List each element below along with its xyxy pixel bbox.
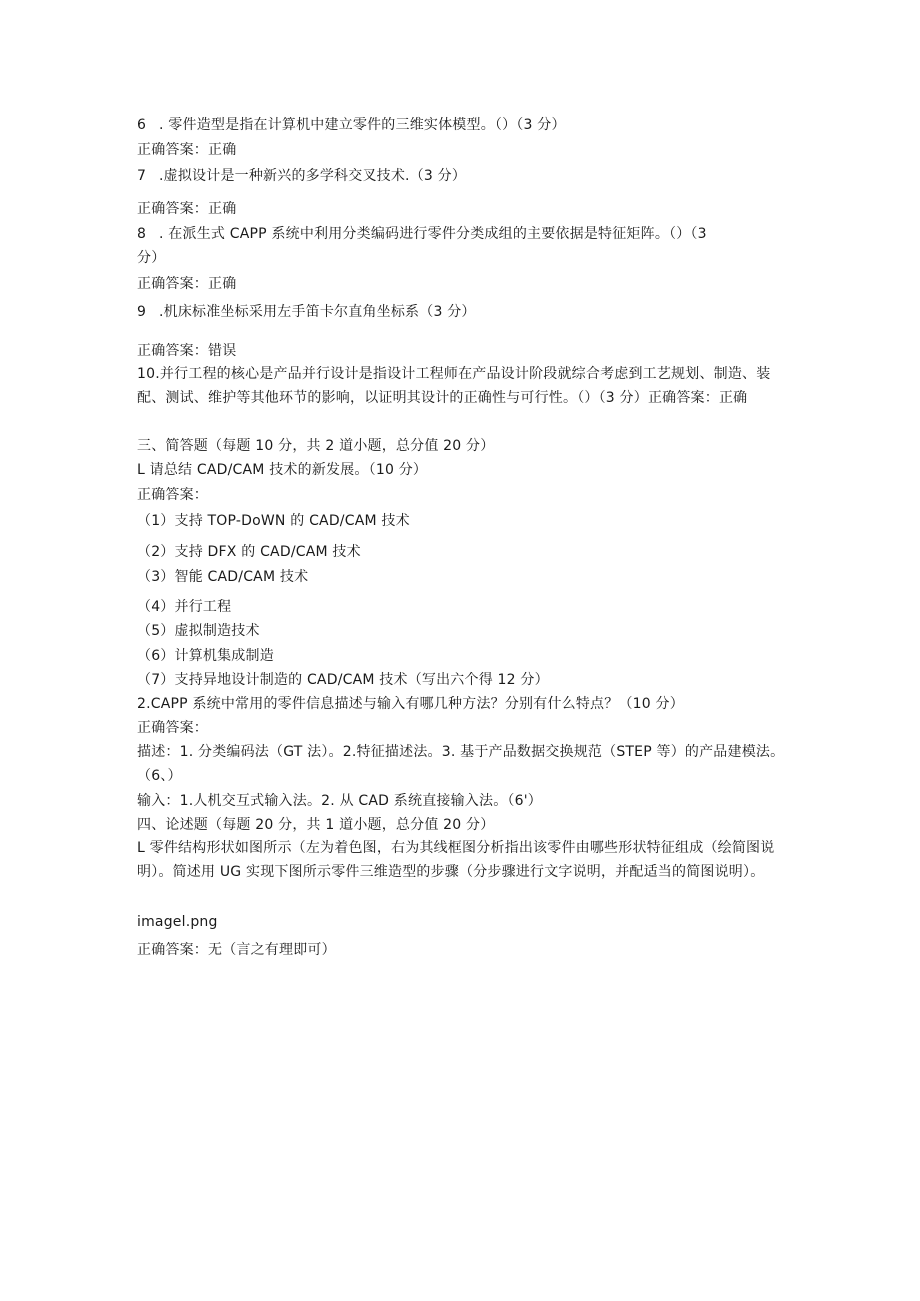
question-number: 7 <box>137 168 147 184</box>
question-9 <box>137 302 476 322</box>
section-4-heading: 四、论述题（每题 20 分，共 1 道小题，总分值 20 分） <box>137 817 495 833</box>
list-item: （4）并行工程 <box>137 599 232 615</box>
section-3-answer-label-1: 正确答案： <box>137 487 208 503</box>
question-text: . 零件造型是指在计算机中建立零件的三维实体模型。（）（3 分） <box>159 117 566 133</box>
question-7 <box>137 166 466 186</box>
image-filename: imagel.png <box>137 914 218 930</box>
list-item: （5）虚拟制造技术 <box>137 623 260 639</box>
list-item: （7）支持异地设计制造的 CAD/CAM 技术（写出六个得 12 分） <box>137 672 549 688</box>
section-3-answer-label-2: 正确答案： <box>137 720 208 736</box>
section-3-heading: 三、简答题（每题 10 分，共 2 道小题，总分值 20 分） <box>137 438 495 454</box>
section-4-answer: 正确答案：无（言之有理即可） <box>137 942 336 958</box>
question-8-continued: 分） <box>137 250 166 266</box>
question-10: 10.并行工程的核心是产品并行设计是指设计工程师在产品设计阶段就综合考虑到工艺规划、制造、装配、测试、维护等其他环节的影响，以证明其设计的正确性与可行性。（）（3 分）正确答案：正确 <box>137 366 771 406</box>
answer-6: 正确答案：正确 <box>137 142 237 158</box>
question-8 <box>137 224 707 244</box>
list-item: （3）智能 CAD/CAM 技术 <box>137 569 309 585</box>
answer-9: 正确答案：错误 <box>137 343 237 359</box>
section-3-question-2: 2.CAPP 系统中常用的零件信息描述与输入有哪几种方法？分别有什么特点？（10 分） <box>137 696 684 712</box>
answer-7: 正确答案：正确 <box>137 201 237 217</box>
question-number: 8 <box>137 226 147 242</box>
question-text: . 在派生式 CAPP 系统中利用分类编码进行零件分类成组的主要依据是特征矩阵。（）（3 <box>159 226 707 242</box>
list-item: （1）支持 TOP-DoWN 的 CAD/CAM 技术 <box>137 513 410 529</box>
section-4-question-1: L 零件结构形状如图所示（左为着色图，右为其线框图分析指出该零件由哪些形状特征组成（绘简图说明）。简述用 UG 实现下图所示零件三维造型的步骤（分步骤进行文字说明，并配适当的简图说明）。 <box>137 840 775 880</box>
list-item: （2）支持 DFX 的 CAD/CAM 技术 <box>137 544 361 560</box>
question-number: 6 <box>137 117 147 133</box>
question-text: .虚拟设计是一种新兴的多学科交叉技术.（3 分） <box>159 168 467 184</box>
answer-input: 输入：1.人机交互式输入法。2. 从 CAD 系统直接输入法。（6'） <box>137 793 542 809</box>
question-6 <box>137 115 566 135</box>
answer-8: 正确答案：正确 <box>137 276 237 292</box>
question-number: 9 <box>137 304 147 320</box>
list-item: （6）计算机集成制造 <box>137 648 274 664</box>
section-3-question-1: L 请总结 CAD/CAM 技术的新发展。（10 分） <box>137 462 428 478</box>
answer-describe: 描述：1. 分类编码法（GT 法）。2.特征描述法。3. 基于产品数据交换规范（STEP 等）的产品建模法。（6、） <box>137 744 785 784</box>
question-text: .机床标准坐标采用左手笛卡尔直角坐标系（3 分） <box>159 304 476 320</box>
